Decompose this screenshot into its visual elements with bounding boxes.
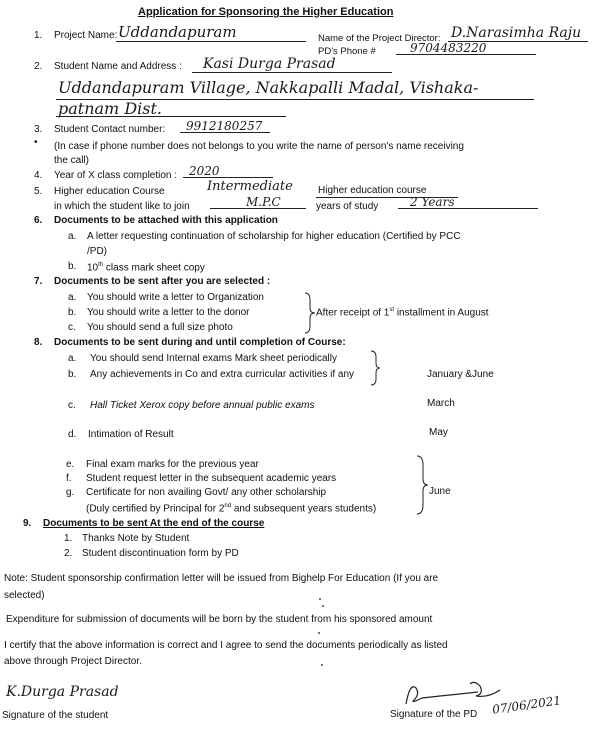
item-9-2-number: 2.	[64, 548, 73, 559]
bullet-dot: •	[34, 137, 38, 148]
project-director-label: Name of the Project Director:	[318, 33, 441, 44]
item-8b-letter: b.	[68, 369, 77, 380]
item-8g-text: Certificate for non availing Govt/ any other scholarship	[86, 487, 327, 498]
scan-speck	[319, 598, 321, 600]
item-8efg-brace	[414, 455, 430, 515]
item-8c-timing: March	[427, 398, 455, 409]
project-name-value: Uddandapuram	[118, 23, 237, 41]
years-of-study-line	[398, 208, 538, 209]
higher-education-label: Higher education Course	[54, 186, 165, 197]
pd-signature-date: 07/06/2021	[491, 693, 562, 717]
item-1-number: 1.	[34, 30, 43, 41]
item-8c-text: Hall Ticket Xerox copy before annual public exams	[90, 400, 315, 411]
item-8ab-brace	[368, 350, 382, 386]
student-name-value: Kasi Durga Prasad	[203, 56, 336, 72]
scan-speck	[321, 664, 323, 666]
documents-end-course-heading: Documents to be sent At the end of the course	[43, 518, 265, 529]
pd-signature-label: Signature of the PD	[390, 709, 478, 720]
expenditure-note: Expenditure for submission of documents will be born by the student from his sponsored amount	[6, 614, 433, 625]
x-class-line	[183, 177, 273, 178]
student-contact-value: 9912180257	[186, 119, 263, 133]
item-7c-text: You should send a full size photo	[87, 322, 233, 333]
pd-phone-label: PD's Phone #	[318, 46, 376, 57]
address-line-2-rule	[56, 116, 286, 117]
project-director-value: D.Narasimha Raju	[451, 25, 582, 41]
item-6-number: 6.	[34, 215, 43, 226]
item-8g-letter: g.	[66, 487, 75, 498]
item-8b-text: Any achievements in Co and extra curricular activities if any	[90, 369, 355, 380]
item-6a-text-2: /PD)	[87, 246, 107, 257]
student-signature: K.Durga Prasad	[6, 684, 119, 700]
contact-note-line-2: the call)	[54, 155, 90, 166]
item-6b-letter: b.	[68, 261, 77, 272]
higher-education-label-2: in which the student like to join	[54, 201, 190, 212]
item-8d-timing: May	[429, 427, 448, 438]
student-contact-line	[180, 132, 270, 133]
student-name-line	[192, 72, 392, 73]
item-2-number: 2.	[34, 61, 43, 72]
pd-phone-line	[396, 54, 536, 55]
item-8a-text: You should send Internal exams Mark sheet periodically	[90, 353, 337, 364]
student-contact-label: Student Contact number:	[54, 124, 166, 135]
contact-note-line-1: (In case if phone number does not belongs to you write the name of person's name receiving	[54, 141, 464, 152]
scan-speck	[318, 632, 320, 634]
item-3-number: 3.	[34, 124, 43, 135]
years-of-study-label: years of study	[316, 201, 379, 212]
certify-line-2: above through Project Director.	[4, 656, 142, 667]
item-6b-text: 10th class mark sheet copy	[87, 262, 205, 274]
item-8d-text: Intimation of Result	[88, 429, 174, 440]
item-8e-letter: e.	[66, 459, 75, 470]
item-8efg-timing: June	[429, 486, 451, 497]
student-address-line-1: Uddandapuram Village, Nakkapalli Madal, Vishaka-	[58, 78, 479, 97]
item-8e-text: Final exam marks for the previous year	[86, 459, 259, 470]
item-8d-letter: d.	[68, 429, 77, 440]
project-name-label: Project Name:	[54, 30, 118, 41]
item-9-2-text: Student discontinuation form by PD	[82, 548, 239, 559]
higher-education-course-value: Intermediate	[207, 179, 293, 194]
item-5-number: 5.	[34, 186, 43, 197]
x-class-completion-value: 2020	[189, 164, 220, 178]
pd-phone-value: 9704483220	[410, 41, 487, 55]
note-line-1: Note: Student sponsorship confirmation letter will be issued from Bighelp For Education (If you are	[4, 573, 439, 584]
scan-speck	[322, 605, 324, 607]
item-9-number: 9.	[23, 518, 32, 529]
item-4-number: 4.	[34, 170, 43, 181]
higher-education-join-line	[210, 208, 306, 209]
documents-after-selected-heading: Documents to be sent after you are selected :	[54, 276, 271, 287]
item-7-number: 7.	[34, 276, 43, 287]
item-7c-letter: c.	[68, 322, 76, 333]
form-title: Application for Sponsoring the Higher Education	[138, 6, 394, 18]
item-6a-letter: a.	[68, 231, 77, 242]
student-address-line-2: patnam Dist.	[58, 99, 162, 118]
note-line-2: selected)	[4, 590, 45, 601]
item-7b-letter: b.	[68, 307, 77, 318]
item-7-timing-note: After receipt of 1st installment in August	[316, 307, 489, 319]
higher-education-course-label: Higher education course	[318, 185, 427, 196]
documents-during-course-heading: Documents to be sent during and until completion of Course:	[54, 337, 346, 348]
item-8f-letter: f.	[66, 473, 72, 484]
years-of-study-value: 2 Years	[410, 195, 455, 209]
item-7b-text: You should write a letter to the donor	[87, 307, 250, 318]
certify-line-1: I certify that the above information is correct and I agree to send the documents periodically as listed	[4, 640, 448, 651]
item-7-brace	[302, 292, 316, 334]
item-8-number: 8.	[34, 337, 43, 348]
higher-education-join-value: M.P.C	[246, 195, 281, 209]
documents-attached-heading: Documents to be attached with this application	[54, 215, 278, 226]
item-8a-letter: a.	[68, 353, 77, 364]
item-8ab-timing: January &June	[427, 369, 494, 380]
item-8g-text-2: (Duly certified by Principal for 2nd and subsequent years students)	[86, 503, 377, 515]
project-name-line	[116, 41, 306, 42]
x-class-completion-label: Year of X class completion :	[54, 170, 178, 181]
student-signature-label: Signature of the student	[2, 710, 109, 721]
item-7a-text: You should write a letter to Organization	[87, 292, 264, 303]
student-name-label: Student Name and Address :	[54, 61, 182, 72]
item-8f-text: Student request letter in the subsequent academic years	[86, 473, 337, 484]
item-9-1-text: Thanks Note by Student	[82, 533, 190, 544]
item-6a-text-1: A letter requesting continuation of scholarship for higher education (Certified by PCC	[87, 231, 461, 242]
item-7a-letter: a.	[68, 292, 77, 303]
item-9-1-number: 1.	[64, 533, 73, 544]
item-8c-letter: c.	[68, 400, 76, 411]
